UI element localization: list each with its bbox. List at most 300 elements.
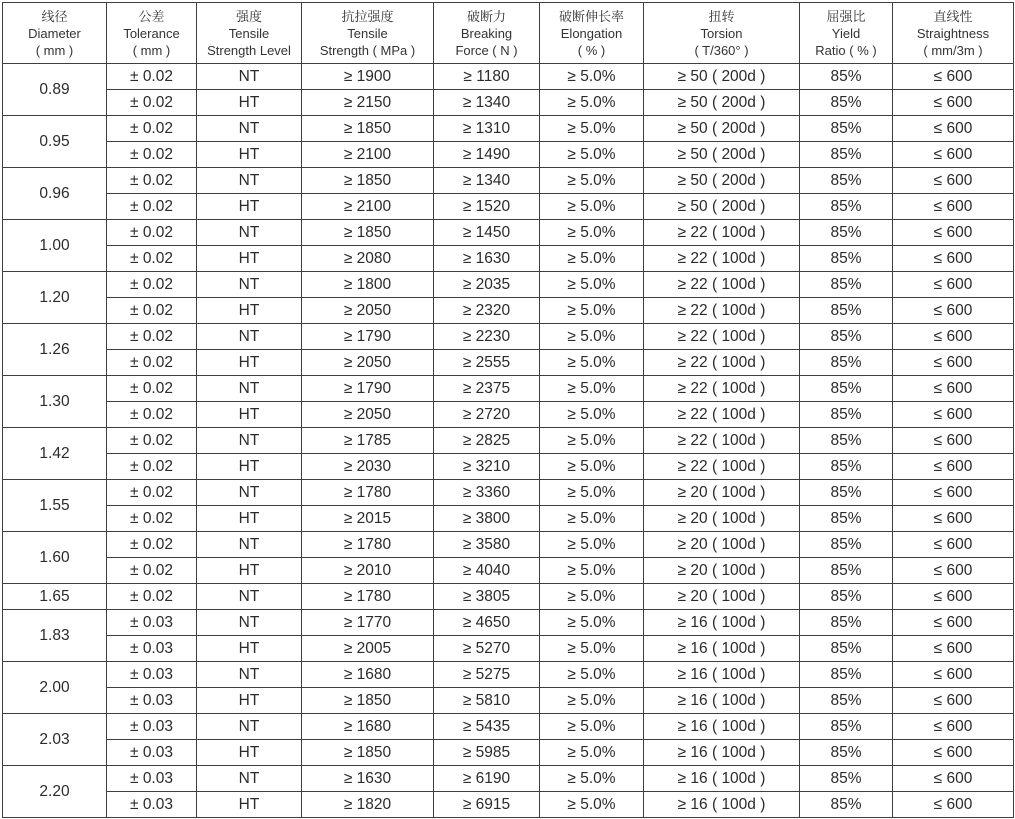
- yield-ratio-cell: 85%: [800, 454, 893, 480]
- tolerance-cell: ± 0.02: [107, 506, 197, 532]
- tolerance-cell: ± 0.02: [107, 116, 197, 142]
- tolerance-cell: ± 0.02: [107, 272, 197, 298]
- straightness-cell: ≤ 600: [893, 64, 1014, 90]
- breaking-force-cell: ≥ 3360: [434, 480, 540, 506]
- table-row: [3, 454, 1014, 480]
- strength-level-cell: NT: [197, 64, 302, 90]
- table-row: [3, 688, 1014, 714]
- breaking-force-cell: ≥ 2720: [434, 402, 540, 428]
- header-elongation: [540, 3, 644, 64]
- tolerance-cell: ± 0.02: [107, 90, 197, 116]
- table-row: [3, 168, 1014, 194]
- diameter-cell: 1.00: [3, 220, 107, 272]
- torsion-cell: ≥ 50 ( 200d ): [644, 90, 800, 116]
- straightness-cell: ≤ 600: [893, 376, 1014, 402]
- yield-ratio-cell: 85%: [800, 714, 893, 740]
- straightness-cell: ≤ 600: [893, 168, 1014, 194]
- torsion-cell: ≥ 22 ( 100d ): [644, 272, 800, 298]
- torsion-cell: ≥ 16 ( 100d ): [644, 610, 800, 636]
- table-row: [3, 636, 1014, 662]
- strength-level-cell: HT: [197, 350, 302, 376]
- header-row: [3, 3, 1014, 64]
- diameter-cell: 1.83: [3, 610, 107, 662]
- elongation-cell: ≥ 5.0%: [540, 636, 644, 662]
- straightness-cell: ≤ 600: [893, 558, 1014, 584]
- breaking-force-cell: ≥ 4650: [434, 610, 540, 636]
- straightness-cell: ≤ 600: [893, 428, 1014, 454]
- strength-level-cell: HT: [197, 558, 302, 584]
- table-row: [3, 402, 1014, 428]
- elongation-cell: ≥ 5.0%: [540, 116, 644, 142]
- torsion-cell: ≥ 22 ( 100d ): [644, 402, 800, 428]
- tolerance-cell: ± 0.02: [107, 532, 197, 558]
- tolerance-cell: ± 0.02: [107, 324, 197, 350]
- strength-level-cell: HT: [197, 298, 302, 324]
- strength-level-cell: HT: [197, 506, 302, 532]
- elongation-cell: ≥ 5.0%: [540, 792, 644, 818]
- elongation-cell: ≥ 5.0%: [540, 584, 644, 610]
- tolerance-cell: ± 0.02: [107, 168, 197, 194]
- tolerance-cell: ± 0.02: [107, 64, 197, 90]
- table-body: [3, 64, 1014, 818]
- diameter-cell: 2.00: [3, 662, 107, 714]
- tensile-strength-cell: ≥ 2005: [302, 636, 434, 662]
- table-row: [3, 324, 1014, 350]
- header-torsion: [644, 3, 800, 64]
- straightness-cell: ≤ 600: [893, 350, 1014, 376]
- header-en1: Elongation: [560, 25, 623, 41]
- elongation-cell: ≥ 5.0%: [540, 402, 644, 428]
- straightness-cell: ≤ 600: [893, 220, 1014, 246]
- elongation-cell: ≥ 5.0%: [540, 766, 644, 792]
- header-zh: 强度: [235, 8, 262, 24]
- yield-ratio-cell: 85%: [800, 298, 893, 324]
- tensile-strength-cell: ≥ 1790: [302, 324, 434, 350]
- strength-level-cell: NT: [197, 168, 302, 194]
- tolerance-cell: ± 0.02: [107, 246, 197, 272]
- tensile-strength-cell: ≥ 1800: [302, 272, 434, 298]
- elongation-cell: ≥ 5.0%: [540, 558, 644, 584]
- header-breaking-force: [434, 3, 540, 64]
- straightness-cell: ≤ 600: [893, 506, 1014, 532]
- strength-level-cell: HT: [197, 688, 302, 714]
- yield-ratio-cell: 85%: [800, 350, 893, 376]
- table-row: [3, 64, 1014, 90]
- breaking-force-cell: ≥ 3580: [434, 532, 540, 558]
- torsion-cell: ≥ 22 ( 100d ): [644, 220, 800, 246]
- table-row: [3, 116, 1014, 142]
- yield-ratio-cell: 85%: [800, 662, 893, 688]
- strength-level-cell: HT: [197, 454, 302, 480]
- tolerance-cell: ± 0.02: [107, 558, 197, 584]
- tensile-strength-cell: ≥ 1820: [302, 792, 434, 818]
- strength-level-cell: NT: [197, 662, 302, 688]
- strength-level-cell: HT: [197, 142, 302, 168]
- strength-level-cell: NT: [197, 116, 302, 142]
- diameter-cell: 0.89: [3, 64, 107, 116]
- header-strength-level: [197, 3, 302, 64]
- header-en1: Tensile: [347, 25, 388, 41]
- tolerance-cell: ± 0.02: [107, 142, 197, 168]
- strength-level-cell: HT: [197, 402, 302, 428]
- torsion-cell: ≥ 50 ( 200d ): [644, 168, 800, 194]
- straightness-cell: ≤ 600: [893, 116, 1014, 142]
- table-row: [3, 584, 1014, 610]
- tolerance-cell: ± 0.03: [107, 636, 197, 662]
- diameter-cell: 1.60: [3, 532, 107, 584]
- straightness-cell: ≤ 600: [893, 402, 1014, 428]
- tolerance-cell: ± 0.03: [107, 662, 197, 688]
- yield-ratio-cell: 85%: [800, 116, 893, 142]
- torsion-cell: ≥ 20 ( 100d ): [644, 480, 800, 506]
- breaking-force-cell: ≥ 1450: [434, 220, 540, 246]
- header-zh: 屈强比: [826, 8, 866, 24]
- yield-ratio-cell: 85%: [800, 636, 893, 662]
- strength-level-cell: NT: [197, 324, 302, 350]
- tensile-strength-cell: ≥ 1680: [302, 662, 434, 688]
- yield-ratio-cell: 85%: [800, 324, 893, 350]
- yield-ratio-cell: 85%: [800, 402, 893, 428]
- torsion-cell: ≥ 50 ( 200d ): [644, 64, 800, 90]
- tensile-strength-cell: ≥ 1850: [302, 116, 434, 142]
- breaking-force-cell: ≥ 4040: [434, 558, 540, 584]
- tensile-strength-cell: ≥ 1850: [302, 168, 434, 194]
- header-yield-ratio: [800, 3, 893, 64]
- breaking-force-cell: ≥ 2375: [434, 376, 540, 402]
- breaking-force-cell: ≥ 5270: [434, 636, 540, 662]
- header-en2: Strength ( MPa ): [319, 42, 416, 58]
- yield-ratio-cell: 85%: [800, 220, 893, 246]
- elongation-cell: ≥ 5.0%: [540, 688, 644, 714]
- tolerance-cell: ± 0.03: [107, 714, 197, 740]
- strength-level-cell: NT: [197, 428, 302, 454]
- breaking-force-cell: ≥ 1630: [434, 246, 540, 272]
- diameter-cell: 1.42: [3, 428, 107, 480]
- table-row: [3, 246, 1014, 272]
- breaking-force-cell: ≥ 6915: [434, 792, 540, 818]
- straightness-cell: ≤ 600: [893, 90, 1014, 116]
- table-header: [3, 3, 1014, 64]
- header-zh: 破断伸长率: [558, 8, 624, 24]
- header-zh: 扭转: [708, 8, 735, 24]
- breaking-force-cell: ≥ 5985: [434, 740, 540, 766]
- tensile-strength-cell: ≥ 2015: [302, 506, 434, 532]
- yield-ratio-cell: 85%: [800, 272, 893, 298]
- torsion-cell: ≥ 22 ( 100d ): [644, 246, 800, 272]
- header-en2: Force ( N ): [455, 42, 518, 58]
- table-row: [3, 766, 1014, 792]
- straightness-cell: ≤ 600: [893, 584, 1014, 610]
- elongation-cell: ≥ 5.0%: [540, 168, 644, 194]
- torsion-cell: ≥ 16 ( 100d ): [644, 766, 800, 792]
- straightness-cell: ≤ 600: [893, 688, 1014, 714]
- torsion-cell: ≥ 22 ( 100d ): [644, 298, 800, 324]
- table-row: [3, 90, 1014, 116]
- breaking-force-cell: ≥ 1520: [434, 194, 540, 220]
- straightness-cell: ≤ 600: [893, 324, 1014, 350]
- breaking-force-cell: ≥ 2230: [434, 324, 540, 350]
- elongation-cell: ≥ 5.0%: [540, 246, 644, 272]
- breaking-force-cell: ≥ 3805: [434, 584, 540, 610]
- table-row: [3, 194, 1014, 220]
- strength-level-cell: NT: [197, 272, 302, 298]
- diameter-cell: 1.55: [3, 480, 107, 532]
- elongation-cell: ≥ 5.0%: [540, 194, 644, 220]
- tensile-strength-cell: ≥ 1850: [302, 220, 434, 246]
- straightness-cell: ≤ 600: [893, 766, 1014, 792]
- strength-level-cell: NT: [197, 766, 302, 792]
- torsion-cell: ≥ 20 ( 100d ): [644, 584, 800, 610]
- diameter-cell: 1.26: [3, 324, 107, 376]
- diameter-cell: 1.20: [3, 272, 107, 324]
- tolerance-cell: ± 0.02: [107, 376, 197, 402]
- tensile-strength-cell: ≥ 2050: [302, 298, 434, 324]
- breaking-force-cell: ≥ 5810: [434, 688, 540, 714]
- yield-ratio-cell: 85%: [800, 376, 893, 402]
- yield-ratio-cell: 85%: [800, 584, 893, 610]
- yield-ratio-cell: 85%: [800, 64, 893, 90]
- strength-level-cell: NT: [197, 480, 302, 506]
- torsion-cell: ≥ 20 ( 100d ): [644, 506, 800, 532]
- tensile-strength-cell: ≥ 1780: [302, 532, 434, 558]
- yield-ratio-cell: 85%: [800, 688, 893, 714]
- header-en2: ( T/360° ): [694, 42, 749, 58]
- tensile-strength-cell: ≥ 1850: [302, 688, 434, 714]
- tolerance-cell: ± 0.03: [107, 792, 197, 818]
- table-row: [3, 142, 1014, 168]
- torsion-cell: ≥ 16 ( 100d ): [644, 688, 800, 714]
- header-zh: 公差: [138, 8, 165, 24]
- table-row: [3, 792, 1014, 818]
- breaking-force-cell: ≥ 1490: [434, 142, 540, 168]
- torsion-cell: ≥ 16 ( 100d ): [644, 662, 800, 688]
- straightness-cell: ≤ 600: [893, 792, 1014, 818]
- yield-ratio-cell: 85%: [800, 792, 893, 818]
- header-en1: Tolerance: [123, 25, 180, 41]
- strength-level-cell: NT: [197, 532, 302, 558]
- tensile-strength-cell: ≥ 2080: [302, 246, 434, 272]
- strength-level-cell: HT: [197, 636, 302, 662]
- header-en1: Breaking: [460, 25, 513, 41]
- table-row: [3, 480, 1014, 506]
- tolerance-cell: ± 0.02: [107, 428, 197, 454]
- header-zh: 线径: [41, 8, 68, 24]
- tensile-strength-cell: ≥ 1785: [302, 428, 434, 454]
- torsion-cell: ≥ 16 ( 100d ): [644, 714, 800, 740]
- tensile-strength-cell: ≥ 1900: [302, 64, 434, 90]
- breaking-force-cell: ≥ 1340: [434, 90, 540, 116]
- straightness-cell: ≤ 600: [893, 636, 1014, 662]
- header-en1: Yield: [831, 25, 861, 41]
- elongation-cell: ≥ 5.0%: [540, 350, 644, 376]
- header-en2: Strength Level: [207, 42, 291, 58]
- tolerance-cell: ± 0.02: [107, 220, 197, 246]
- breaking-force-cell: ≥ 2825: [434, 428, 540, 454]
- tolerance-cell: ± 0.02: [107, 298, 197, 324]
- strength-level-cell: NT: [197, 610, 302, 636]
- header-en2: ( mm/3m ): [923, 42, 983, 58]
- diameter-cell: 2.03: [3, 714, 107, 766]
- breaking-force-cell: ≥ 6190: [434, 766, 540, 792]
- tolerance-cell: ± 0.03: [107, 610, 197, 636]
- elongation-cell: ≥ 5.0%: [540, 64, 644, 90]
- tensile-strength-cell: ≥ 2150: [302, 90, 434, 116]
- tensile-strength-cell: ≥ 2050: [302, 350, 434, 376]
- diameter-cell: 0.96: [3, 168, 107, 220]
- table-row: [3, 350, 1014, 376]
- table-row: [3, 220, 1014, 246]
- tensile-strength-cell: ≥ 1630: [302, 766, 434, 792]
- diameter-cell: 2.20: [3, 766, 107, 818]
- tensile-strength-cell: ≥ 2050: [302, 402, 434, 428]
- header-zh: 破断力: [466, 8, 506, 24]
- spec-table: [2, 2, 1014, 818]
- breaking-force-cell: ≥ 3800: [434, 506, 540, 532]
- tensile-strength-cell: ≥ 2100: [302, 194, 434, 220]
- straightness-cell: ≤ 600: [893, 454, 1014, 480]
- table-row: [3, 272, 1014, 298]
- yield-ratio-cell: 85%: [800, 740, 893, 766]
- torsion-cell: ≥ 16 ( 100d ): [644, 636, 800, 662]
- tolerance-cell: ± 0.02: [107, 194, 197, 220]
- straightness-cell: ≤ 600: [893, 740, 1014, 766]
- yield-ratio-cell: 85%: [800, 246, 893, 272]
- header-en1: Straightness: [916, 25, 990, 41]
- yield-ratio-cell: 85%: [800, 610, 893, 636]
- table-row: [3, 662, 1014, 688]
- tolerance-cell: ± 0.02: [107, 480, 197, 506]
- header-en2: ( % ): [577, 42, 606, 58]
- tensile-strength-cell: ≥ 1780: [302, 480, 434, 506]
- torsion-cell: ≥ 22 ( 100d ): [644, 428, 800, 454]
- elongation-cell: ≥ 5.0%: [540, 376, 644, 402]
- table-row: [3, 610, 1014, 636]
- breaking-force-cell: ≥ 1310: [434, 116, 540, 142]
- table-row: [3, 428, 1014, 454]
- tensile-strength-cell: ≥ 1680: [302, 714, 434, 740]
- strength-level-cell: HT: [197, 740, 302, 766]
- breaking-force-cell: ≥ 5435: [434, 714, 540, 740]
- straightness-cell: ≤ 600: [893, 662, 1014, 688]
- breaking-force-cell: ≥ 1180: [434, 64, 540, 90]
- table-row: [3, 506, 1014, 532]
- diameter-cell: 1.65: [3, 584, 107, 610]
- yield-ratio-cell: 85%: [800, 480, 893, 506]
- header-en2: ( mm ): [35, 42, 74, 58]
- table-row: [3, 714, 1014, 740]
- torsion-cell: ≥ 22 ( 100d ): [644, 324, 800, 350]
- header-en2: ( mm ): [132, 42, 171, 58]
- breaking-force-cell: ≥ 1340: [434, 168, 540, 194]
- elongation-cell: ≥ 5.0%: [540, 506, 644, 532]
- yield-ratio-cell: 85%: [800, 532, 893, 558]
- header-diameter: [3, 3, 107, 64]
- torsion-cell: ≥ 22 ( 100d ): [644, 454, 800, 480]
- elongation-cell: ≥ 5.0%: [540, 142, 644, 168]
- strength-level-cell: NT: [197, 376, 302, 402]
- strength-level-cell: NT: [197, 714, 302, 740]
- breaking-force-cell: ≥ 3210: [434, 454, 540, 480]
- elongation-cell: ≥ 5.0%: [540, 220, 644, 246]
- torsion-cell: ≥ 22 ( 100d ): [644, 350, 800, 376]
- tensile-strength-cell: ≥ 2010: [302, 558, 434, 584]
- strength-level-cell: HT: [197, 90, 302, 116]
- torsion-cell: ≥ 50 ( 200d ): [644, 142, 800, 168]
- straightness-cell: ≤ 600: [893, 194, 1014, 220]
- elongation-cell: ≥ 5.0%: [540, 272, 644, 298]
- header-en1: Tensile: [228, 25, 270, 41]
- straightness-cell: ≤ 600: [893, 610, 1014, 636]
- table-row: [3, 558, 1014, 584]
- torsion-cell: ≥ 50 ( 200d ): [644, 116, 800, 142]
- torsion-cell: ≥ 20 ( 100d ): [644, 558, 800, 584]
- yield-ratio-cell: 85%: [800, 766, 893, 792]
- header-straightness: [893, 3, 1014, 64]
- elongation-cell: ≥ 5.0%: [540, 740, 644, 766]
- breaking-force-cell: ≥ 5275: [434, 662, 540, 688]
- strength-level-cell: HT: [197, 792, 302, 818]
- torsion-cell: ≥ 20 ( 100d ): [644, 532, 800, 558]
- table-row: [3, 376, 1014, 402]
- strength-level-cell: NT: [197, 220, 302, 246]
- elongation-cell: ≥ 5.0%: [540, 324, 644, 350]
- straightness-cell: ≤ 600: [893, 272, 1014, 298]
- tensile-strength-cell: ≥ 1780: [302, 584, 434, 610]
- strength-level-cell: HT: [197, 246, 302, 272]
- straightness-cell: ≤ 600: [893, 298, 1014, 324]
- breaking-force-cell: ≥ 2035: [434, 272, 540, 298]
- tolerance-cell: ± 0.03: [107, 740, 197, 766]
- elongation-cell: ≥ 5.0%: [540, 90, 644, 116]
- yield-ratio-cell: 85%: [800, 194, 893, 220]
- breaking-force-cell: ≥ 2555: [434, 350, 540, 376]
- tensile-strength-cell: ≥ 2100: [302, 142, 434, 168]
- yield-ratio-cell: 85%: [800, 558, 893, 584]
- yield-ratio-cell: 85%: [800, 90, 893, 116]
- header-zh: 直线性: [933, 8, 973, 24]
- torsion-cell: ≥ 16 ( 100d ): [644, 792, 800, 818]
- straightness-cell: ≤ 600: [893, 532, 1014, 558]
- strength-level-cell: NT: [197, 584, 302, 610]
- torsion-cell: ≥ 50 ( 200d ): [644, 194, 800, 220]
- tensile-strength-cell: ≥ 1770: [302, 610, 434, 636]
- straightness-cell: ≤ 600: [893, 142, 1014, 168]
- header-en1: Torsion: [700, 25, 743, 41]
- straightness-cell: ≤ 600: [893, 714, 1014, 740]
- straightness-cell: ≤ 600: [893, 246, 1014, 272]
- diameter-cell: 1.30: [3, 376, 107, 428]
- tensile-strength-cell: ≥ 1850: [302, 740, 434, 766]
- elongation-cell: ≥ 5.0%: [540, 428, 644, 454]
- diameter-cell: 0.95: [3, 116, 107, 168]
- tensile-strength-cell: ≥ 2030: [302, 454, 434, 480]
- table-row: [3, 532, 1014, 558]
- torsion-cell: ≥ 22 ( 100d ): [644, 376, 800, 402]
- breaking-force-cell: ≥ 2320: [434, 298, 540, 324]
- header-zh: 抗拉强度: [341, 8, 394, 24]
- header-en1: Diameter: [28, 25, 81, 41]
- straightness-cell: ≤ 600: [893, 480, 1014, 506]
- header-tensile-strength: [302, 3, 434, 64]
- tensile-strength-cell: ≥ 1790: [302, 376, 434, 402]
- yield-ratio-cell: 85%: [800, 506, 893, 532]
- strength-level-cell: HT: [197, 194, 302, 220]
- elongation-cell: ≥ 5.0%: [540, 714, 644, 740]
- elongation-cell: ≥ 5.0%: [540, 532, 644, 558]
- header-en2: Ratio ( % ): [815, 42, 877, 58]
- yield-ratio-cell: 85%: [800, 168, 893, 194]
- elongation-cell: ≥ 5.0%: [540, 662, 644, 688]
